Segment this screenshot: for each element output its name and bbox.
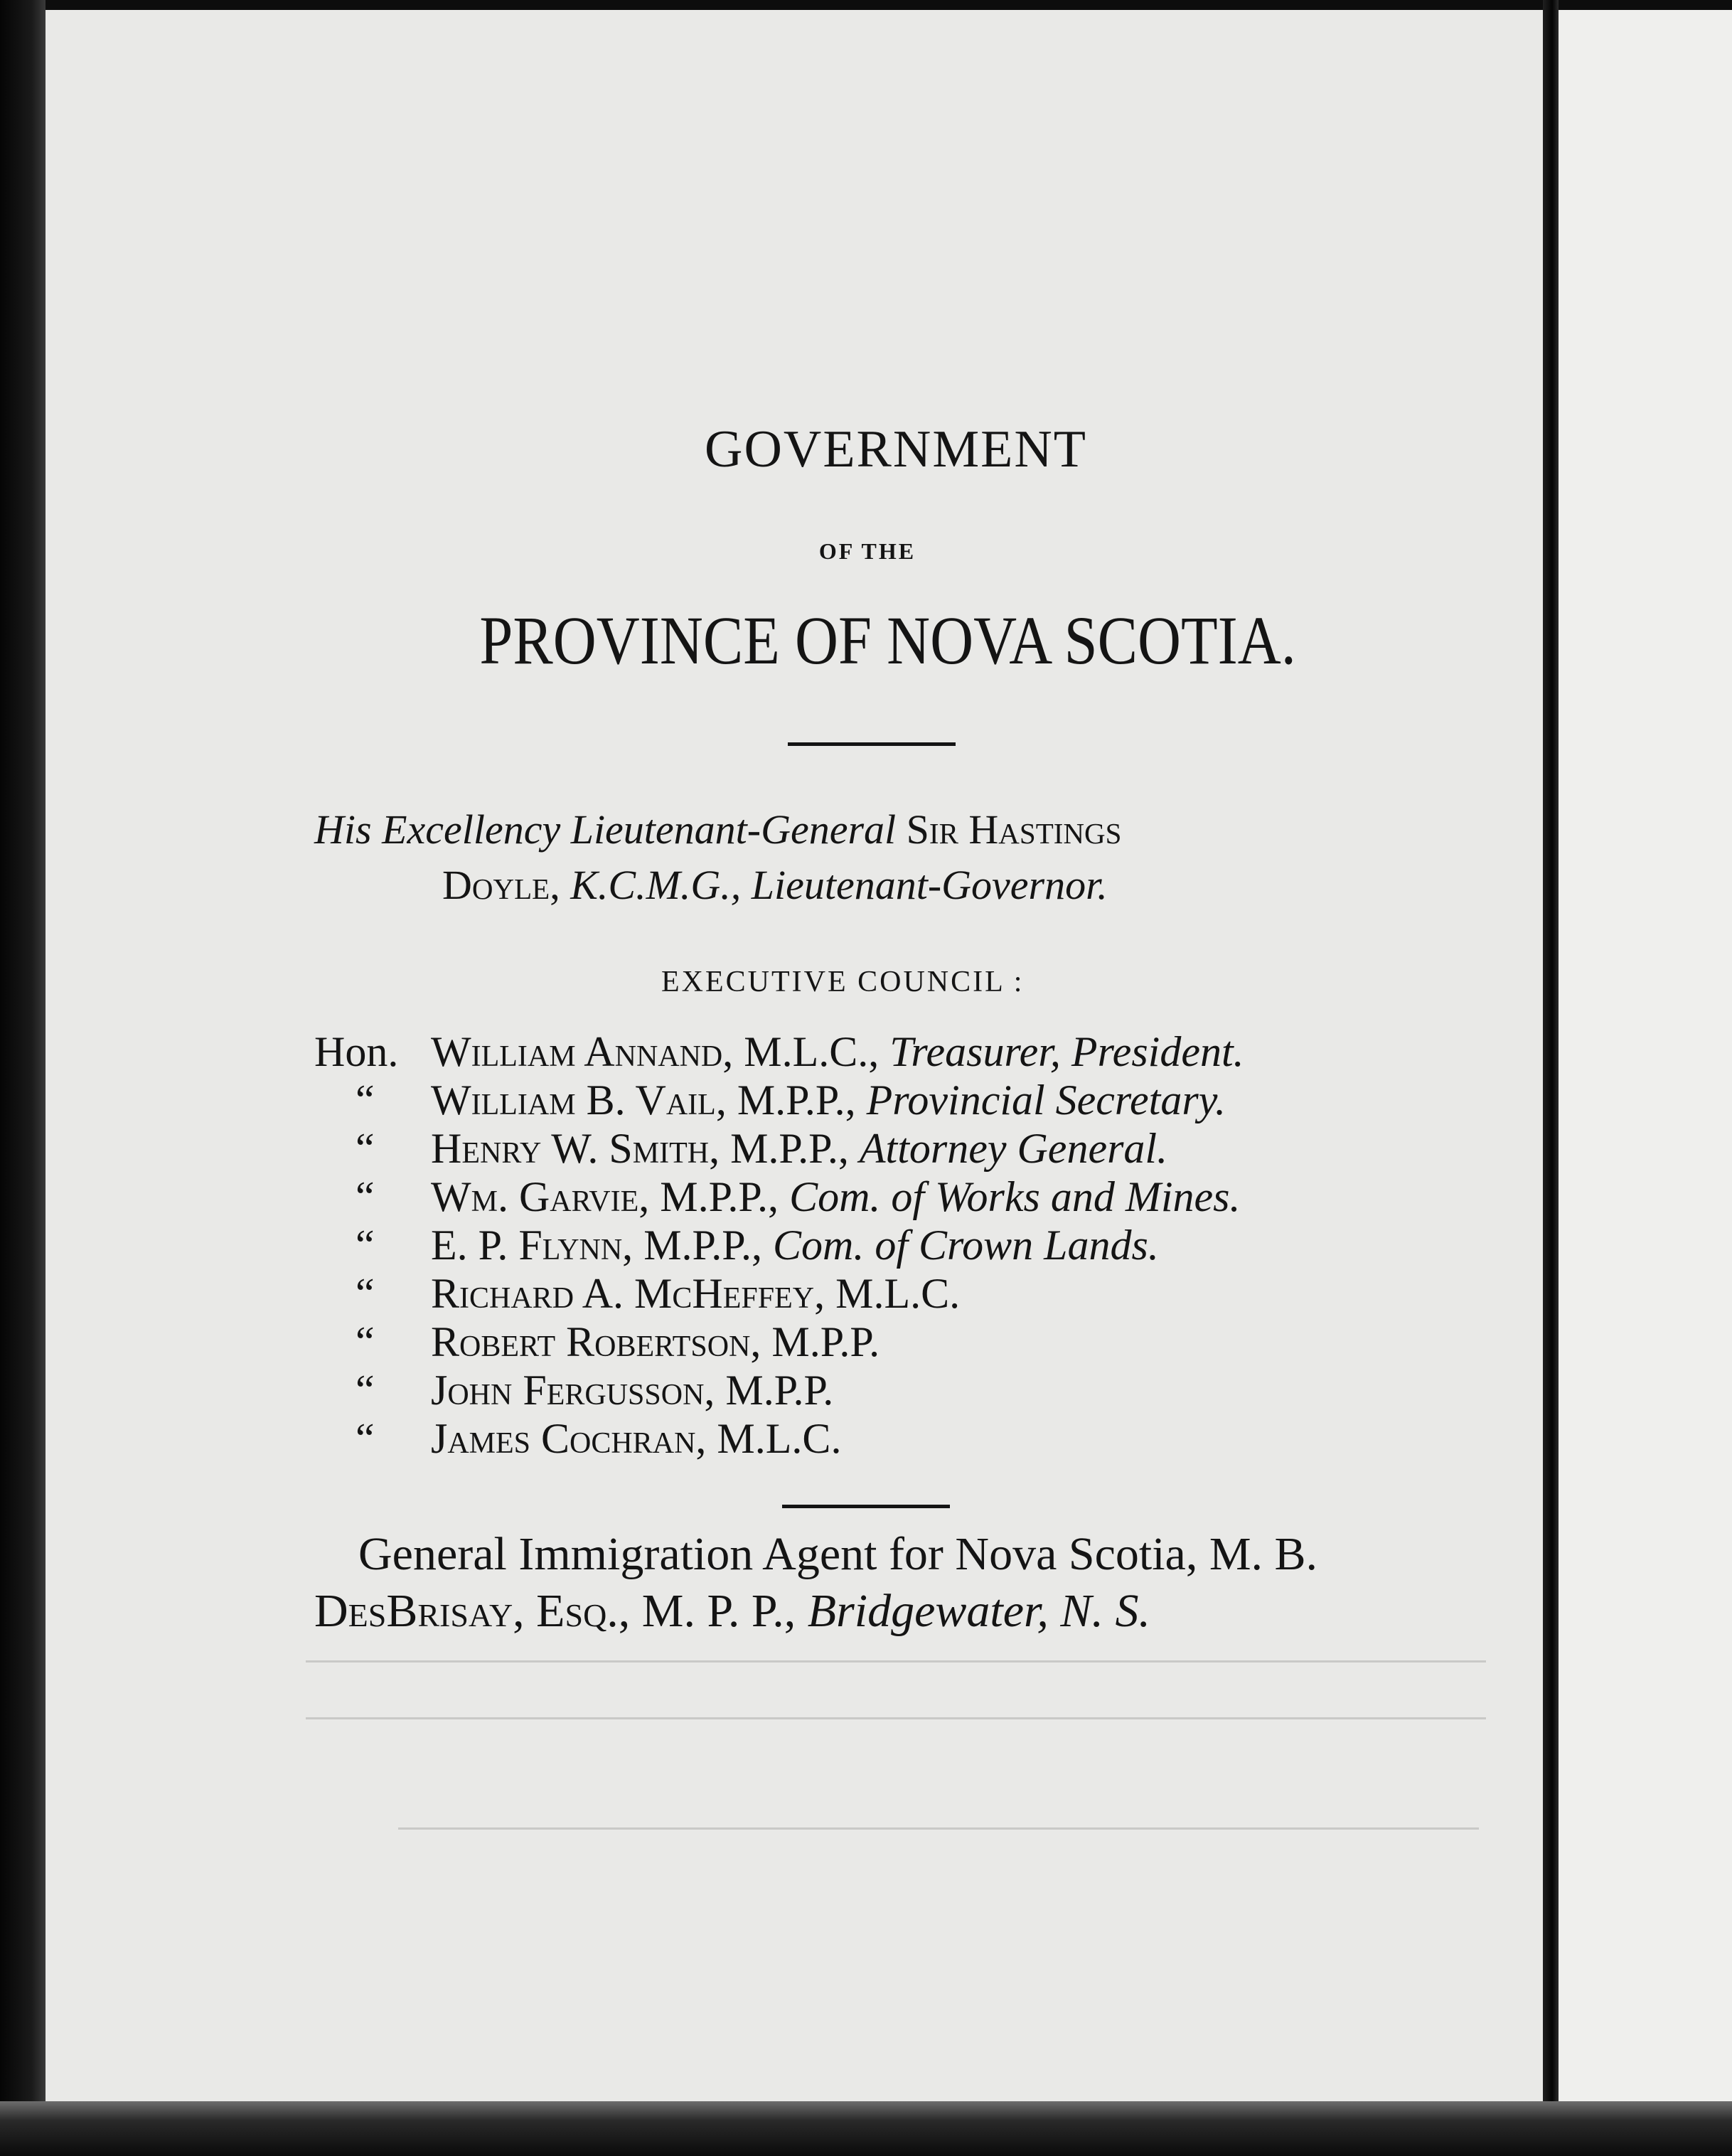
governor-title: His Excellency Lieutenant-General [314,806,897,853]
agent-name: DesBrisay, Esq., [314,1585,631,1637]
governor-line-1 [314,805,1121,855]
agent-location: Bridgewater, N. S. [807,1585,1150,1637]
member-prefix: “ [356,1173,375,1220]
member-prefix: “ [356,1077,375,1124]
bleed-through-line [398,1827,1479,1830]
bleed-through-line [306,1717,1486,1719]
member-prefix: “ [356,1222,375,1269]
agent-office: M. P. P., [641,1585,796,1637]
list-item: Wm. Garvie, M.P.P., Com. of Works and Mines. [431,1173,1241,1220]
list-item: John Fergusson, M.P.P. [431,1367,834,1414]
member-prefix: “ [356,1415,375,1462]
title-government: GOVERNMENT [705,420,1087,479]
council-heading: EXECUTIVE COUNCIL : [661,966,1025,998]
governor-surname: Doyle, [442,862,560,908]
governor-name: Sir Hastings [906,806,1122,853]
member-prefix: Hon. [314,1028,399,1075]
agent-line-2 [314,1586,1150,1636]
list-item: E. P. Flynn, M.P.P., Com. of Crown Lands. [431,1222,1159,1269]
governor-office: K.C.M.G., Lieutenant-Governor. [570,862,1108,908]
agent-line-1: General Immigration Agent for Nova Scotia, M. B. [358,1528,1318,1580]
title-province: PROVINCE OF NOVA SCOTIA. [479,602,1296,678]
member-prefix: “ [356,1270,375,1317]
list-item: William B. Vail, M.P.P., Provincial Secretary. [431,1077,1226,1124]
title-connector: OF THE [818,538,916,564]
list-item: Richard A. McHeffey, M.L.C. [431,1270,961,1317]
list-item: Robert Robertson, M.P.P. [431,1318,880,1365]
list-item: William Annand, M.L.C., Treasurer, President. [431,1028,1244,1075]
bleed-through-line [306,1660,1486,1663]
member-prefix: “ [356,1367,375,1414]
divider-rule [788,742,956,746]
divider-rule [782,1505,950,1508]
member-prefix: “ [356,1318,375,1365]
governor-line-2 [442,860,1108,910]
list-item: Henry W. Smith, M.P.P., Attorney General. [431,1125,1168,1172]
member-prefix: “ [356,1125,375,1172]
list-item: James Cochran, M.L.C. [431,1415,842,1462]
